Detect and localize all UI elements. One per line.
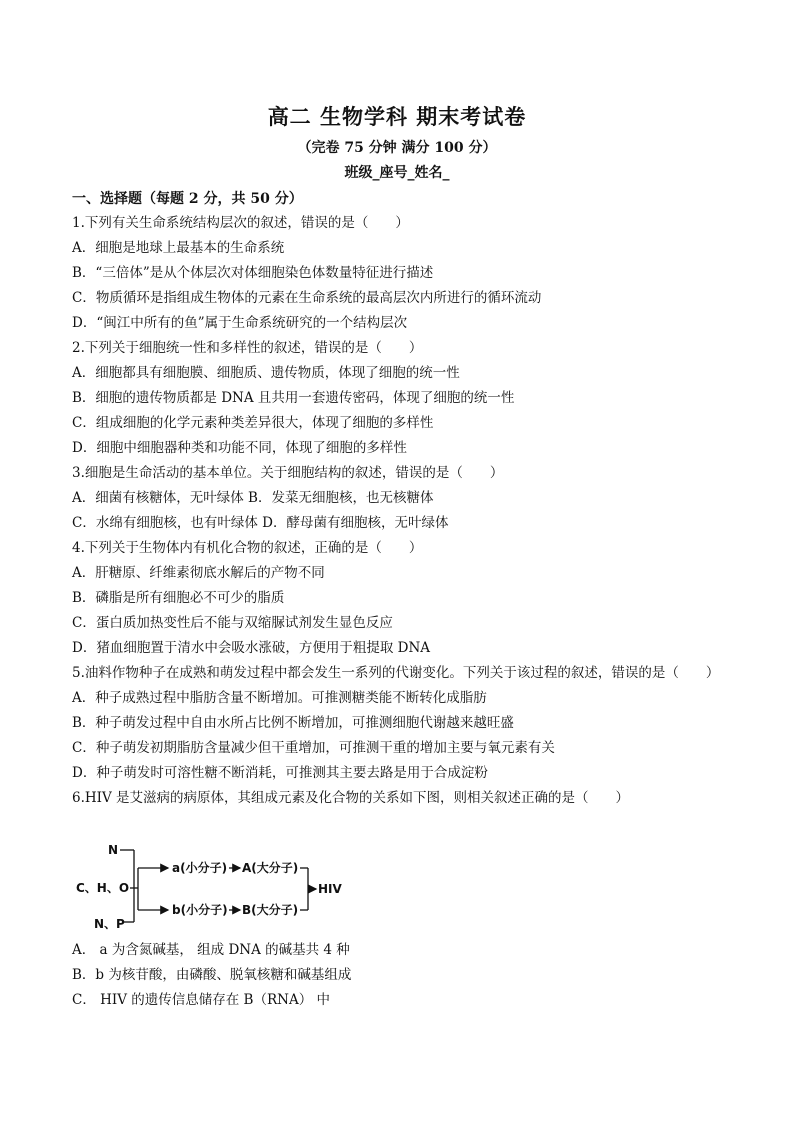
question-1-option-d: D．“闽江中所有的鱼”属于生命系统研究的一个结构层次	[72, 315, 408, 331]
question-5-option-b: B．种子萌发过程中自由水所占比例不断增加，可推测细胞代谢越来越旺盛	[72, 715, 514, 731]
question-6-option-b: B．b 为核苷酸，由磷酸、脱氧核糖和碱基组成	[72, 967, 352, 983]
diagram-label-n: N	[108, 843, 119, 857]
question-3-options-cd: C．水绵有细胞核，也有叶绿体 D．酵母菌有细胞核，无叶绿体	[72, 515, 449, 531]
diagram-label-cho: C、H、O	[76, 881, 130, 895]
question-6-option-a: A． a 为含氮碱基， 组成 DNA 的碱基共 4 种	[72, 942, 350, 958]
question-4-option-a: A．肝糖原、纤维素彻底水解后的产物不同	[72, 565, 325, 581]
question-4-stem: 4.下列关于生物体内有机化合物的叙述，正确的是（ ）	[72, 540, 423, 556]
diagram-label-hiv: HIV	[318, 882, 342, 896]
question-3-stem: 3.细胞是生命活动的基本单位。关于细胞结构的叙述，错误的是（ ）	[72, 465, 504, 481]
question-5-option-a: A．种子成熟过程中脂肪含量不断增加。可推测糖类能不断转化成脂肪	[72, 690, 487, 706]
question-1-option-b: B．“三倍体”是从个体层次对体细胞染色体数量特征进行描述	[72, 265, 434, 281]
hiv-composition-diagram	[72, 838, 342, 938]
question-5-option-c: C．种子萌发初期脂肪含量减少但干重增加，可推测干重的增加主要与氧元素有关	[72, 740, 555, 756]
question-5-option-d: D．种子萌发时可溶性糖不断消耗，可推测其主要去路是用于合成淀粉	[72, 765, 488, 781]
diagram-label-A: A(大分子)	[242, 861, 299, 875]
diagram-label-np: N、P	[94, 917, 125, 931]
section-title: 一、选择题（每题 2 分，共 50 分）	[72, 191, 303, 207]
class-seat-name-line: 班级_座号_姓名_	[344, 165, 450, 181]
question-1-option-a: A．细胞是地球上最基本的生命系统	[72, 240, 285, 256]
question-4-option-b: B．磷脂是所有细胞必不可少的脂质	[72, 590, 285, 606]
questions-block	[72, 211, 722, 811]
question-1-stem: 1.下列有关生命系统结构层次的叙述，错误的是（ ）	[72, 215, 409, 231]
question-6-option-c: C． HIV 的遗传信息储存在 B（RNA） 中	[72, 992, 330, 1008]
question-2-option-b: B．细胞的遗传物质都是 DNA 且共用一套遗传密码，体现了细胞的统一性	[72, 390, 515, 406]
question-2-option-d: D．细胞中细胞器种类和功能不同，体现了细胞的多样性	[72, 440, 407, 456]
diagram-label-b: b(小分子)	[172, 903, 228, 917]
exam-subtitle: （完卷 75 分钟 满分 100 分）	[297, 140, 497, 156]
question-2-stem: 2.下列关于细胞统一性和多样性的叙述，错误的是（ ）	[72, 340, 423, 356]
question-5-stem: 5.油料作物种子在成熟和萌发过程中都会发生一系列的代谢变化。下列关于该过程的叙述，错误的是（ ）	[72, 665, 720, 681]
question-4-option-c: C．蛋白质加热变性后不能与双缩脲试剂发生显色反应	[72, 615, 393, 631]
question-1-option-c: C．物质循环是指组成生物体的元素在生命系统的最高层次内所进行的循环流动	[72, 290, 542, 306]
question-4-option-d: D．猪血细胞置于清水中会吸水涨破，方便用于粗提取 DNA	[72, 640, 430, 656]
diagram-label-a: a(小分子)	[172, 861, 228, 875]
question-2-option-a: A．细胞都具有细胞膜、细胞质、遗传物质，体现了细胞的统一性	[72, 365, 460, 381]
diagram-label-B: B(大分子)	[242, 903, 299, 917]
question-6-stem: 6.HIV 是艾滋病的病原体，其组成元素及化合物的关系如下图，则相关叙述正确的是（ ）	[72, 790, 630, 806]
question-3-options-ab: A．细菌有核糖体，无叶绿体 B．发菜无细胞核，也无核糖体	[72, 490, 434, 506]
exam-title: 高二 生物学科 期末考试卷	[267, 104, 527, 129]
question-2-option-c: C．组成细胞的化学元素种类差异很大，体现了细胞的多样性	[72, 415, 434, 431]
question-6-options	[72, 938, 722, 1013]
